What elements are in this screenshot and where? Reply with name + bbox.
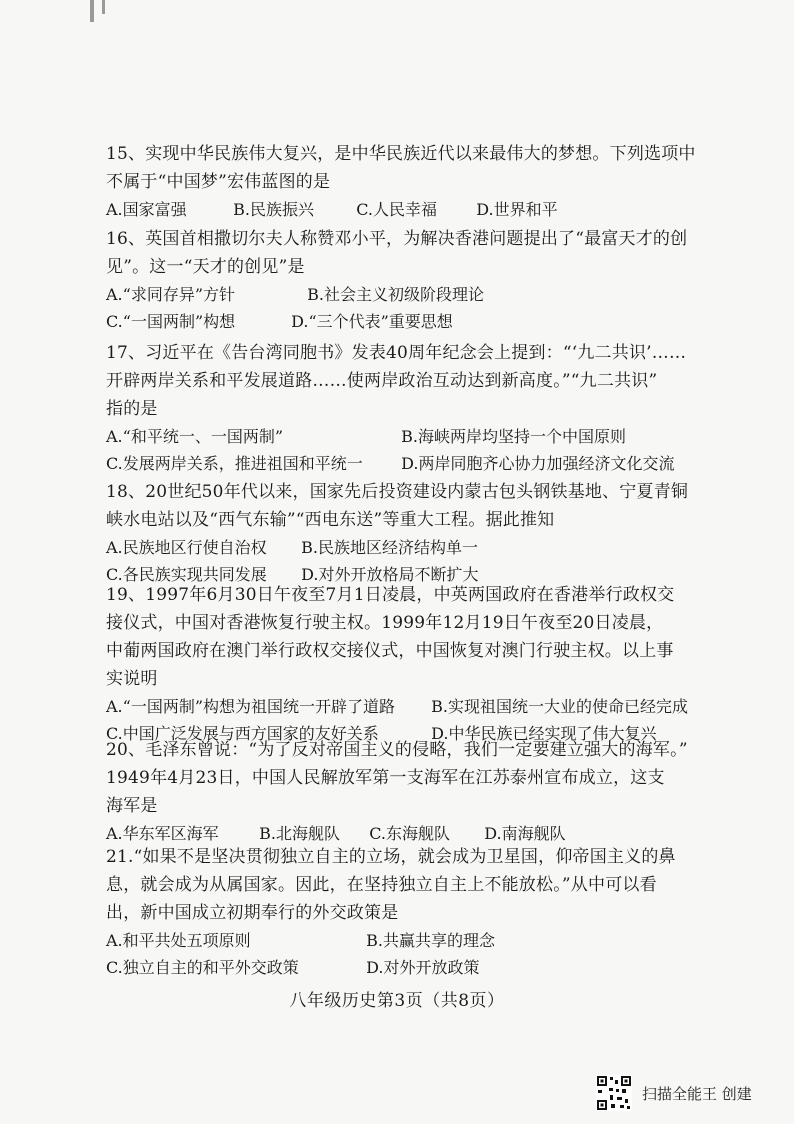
scan-edge-mark [102,0,105,14]
option-c: C.“一国两制”构想 [106,312,236,331]
option-row [106,423,716,450]
question-stem-line: 中葡两国政府在澳门举行政权交接仪式，中国恢复对澳门行驶主权。以上事 [106,641,674,661]
question-stem-line: 1949年4月23日，中国人民解放军第一支海军在江苏泰州宣布成立，这支 [106,768,665,788]
option-d: D.南海舰队 [484,824,566,843]
option-a: A.“一国两制”构想为祖国统一开辟了道路 [106,697,396,716]
option-a: A.“求同存异”方针 [106,285,236,304]
question-stem-line: 18、20世纪50年代以来，国家先后投资建设内蒙古包头钢铁基地、宁夏青铜 [106,482,689,502]
question-16 [106,225,716,335]
option-row [106,927,716,954]
question-stem-line: 实说明 [106,669,158,689]
question-stem-line: 17、习近平在《告台湾同胞书》发表40周年纪念会上提到：“‘九二共识’…… [106,343,687,363]
qr-code-icon [596,1075,632,1111]
option-d: D.“三个代表”重要思想 [291,312,453,331]
option-d: D.两岸同胞齐心协力加强经济文化交流 [401,454,675,473]
question-stem-line: 19、1997年6月30日午夜至7月1日凌晨，中英两国政府在香港举行政权交 [106,585,675,605]
question-stem-line: 开辟两岸关系和平发展道路……使两岸政治互动达到新高度。”“九二共识” [106,371,658,391]
option-b: B.北海舰队 [259,824,340,843]
option-c: C.独立自主的和平外交政策 [106,958,299,977]
option-b: B.民族地区经济结构单一 [301,538,478,557]
question-stem-line: 海军是 [106,796,158,816]
question-stem-line: 峡水电站以及“西气东输”“西电东送”等重大工程。据此推知 [106,510,555,530]
option-row [106,281,716,308]
option-row [106,196,716,223]
option-d: D.中华民族已经实现了伟大复兴 [431,724,657,743]
option-row [106,954,716,981]
option-row [106,693,716,720]
option-c: C.中国广泛发展与西方国家的友好关系 [106,724,379,743]
option-b: B.海峡两岸均坚持一个中国原则 [401,427,626,446]
scanner-watermark [596,1074,752,1112]
question-stem-line: 见”。这一“天才的创见”是 [106,257,305,277]
option-c: C.发展两岸关系，推进祖国和平统一 [106,454,363,473]
option-d: D.对外开放格局不断扩大 [301,565,479,584]
option-row [106,308,716,335]
option-c: C.东海舰队 [369,824,450,843]
question-stem-line: 21.“如果不是坚决贯彻独立自主的立场，就会成为卫星国，仰帝国主义的鼻 [106,847,676,867]
question-21 [106,843,716,981]
question-stem-line: 指的是 [106,399,158,419]
option-row [106,450,716,477]
question-stem-line: 不属于“中国梦”宏伟蓝图的是 [106,172,331,192]
question-stem-line: 16、英国首相撒切尔夫人称赞邓小平，为解决香港问题提出了“最富天才的创 [106,229,688,249]
scan-edge-mark [90,0,94,22]
option-a: A.华东军区海军 [106,824,219,843]
scanner-label: 扫描全能王 创建 [642,1084,752,1103]
question-15 [106,140,716,223]
question-19 [106,581,716,747]
option-b: B.实现祖国统一大业的使命已经完成 [431,697,688,716]
question-stem-line: 出，新中国成立初期奉行的外交政策是 [106,903,399,923]
option-a: A.和平共处五项原则 [106,931,251,950]
page-footer: 八年级历史第3页（共8页） [289,991,505,1011]
question-20 [106,736,716,847]
option-b: B.民族振兴 [233,200,314,219]
question-stem-line: 接仪式，中国对香港恢复行驶主权。1999年12月19日午夜至20日凌晨， [106,613,664,633]
option-c: C.人民幸福 [356,200,437,219]
question-stem-line: 20、毛泽东曾说：“为了反对帝国主义的侵略，我们一定要建立强大的海军。” [106,740,688,760]
question-18 [106,478,716,588]
option-a: A.“和平统一、一国两制” [106,427,284,446]
option-b: B.共赢共享的理念 [366,931,495,950]
question-17 [106,339,716,477]
question-stem-line: 息，就会成为从属国家。因此，在坚持独立自主上不能放松。”从中可以看 [106,875,657,895]
option-d: D.对外开放政策 [366,958,480,977]
question-stem-line: 15、实现中华民族伟大复兴，是中华民族近代以来最伟大的梦想。下列选项中 [106,144,696,164]
option-b: B.社会主义初级阶段理论 [307,285,484,304]
option-a: A.国家富强 [106,200,187,219]
option-d: D.世界和平 [476,200,558,219]
option-c: C.各民族实现共同发展 [106,565,267,584]
option-a: A.民族地区行使自治权 [106,538,267,557]
option-row [106,534,716,561]
